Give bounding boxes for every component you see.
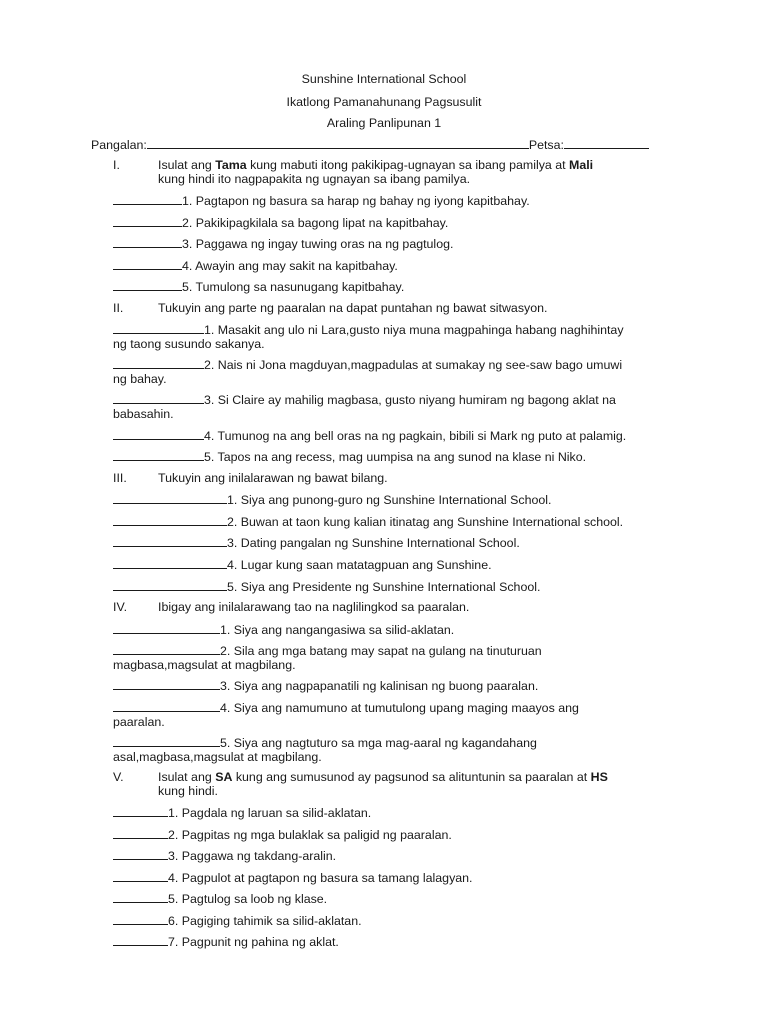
- s4-item: 2. Sila ang mga batang may sapat na gulang na tinuturuan magbasa,magsulat at magbilang.: [113, 644, 542, 672]
- s2-item: 3. Si Claire ay mahilig magbasa, gusto niyang humiram ng bagong aklat na babasahin.: [113, 393, 616, 421]
- section-2-instruction: Tukuyin ang parte ng paaralan na dapat puntahan ng bawat sitwasyon.: [158, 301, 548, 315]
- exam-title: Ikatlong Pamanahunang Pagsusulit: [286, 95, 482, 109]
- name-date-line: [91, 137, 649, 153]
- answer-blank[interactable]: [113, 579, 227, 591]
- s4-item: 3. Siya ang nagpapanatili ng kalinisan ng buong paaralan.: [113, 678, 538, 694]
- s3-item: 2. Buwan at taon kung kalian itinatag ang Sunshine International school.: [113, 514, 623, 530]
- s5-item: 5. Pagtulog sa loob ng klase.: [113, 891, 327, 907]
- s1-item: 2. Pakikipagkilala sa bagong lipat na kapitbahay.: [113, 215, 448, 231]
- answer-blank[interactable]: [113, 827, 168, 839]
- s5-item: 6. Pagiging tahimik sa silid-aklatan.: [113, 913, 362, 929]
- s2-item: 2. Nais ni Jona magduyan,magpadulas at sumakay ng see-saw bago umuwi ng bahay.: [113, 358, 623, 386]
- section-5-instruction: Isulat ang SA kung ang sumusunod ay pagsunod sa alituntunin sa paaralan at HS kung hindi.: [158, 770, 608, 798]
- s3-item: 4. Lugar kung saan matatagpuan ang Sunshine.: [113, 557, 492, 573]
- s5-item: 1. Pagdala ng laruan sa silid-aklatan.: [113, 805, 371, 821]
- answer-blank[interactable]: [113, 193, 182, 205]
- answer-blank[interactable]: [113, 535, 227, 547]
- keyword-tama: Tama: [215, 158, 247, 172]
- s4-item: 1. Siya ang nangangasiwa sa silid-aklatan.: [113, 622, 454, 638]
- answer-blank[interactable]: [113, 934, 168, 946]
- answer-blank[interactable]: [113, 735, 220, 747]
- s1-item: 1. Pagtapon ng basura sa harap ng bahay ng iyong kapitbahay.: [113, 193, 530, 209]
- answer-blank[interactable]: [113, 848, 168, 860]
- answer-blank[interactable]: [113, 492, 227, 504]
- subject-title: Araling Panlipunan 1: [326, 116, 442, 130]
- answer-blank[interactable]: [113, 514, 227, 526]
- answer-blank[interactable]: [113, 322, 204, 334]
- answer-blank[interactable]: [113, 643, 220, 655]
- s1-item: 4. Awayin ang may sakit na kapitbahay.: [113, 258, 398, 274]
- keyword-sa: SA: [215, 770, 233, 784]
- keyword-mali: Mali: [569, 158, 594, 172]
- name-blank[interactable]: [147, 137, 529, 149]
- s5-item: 2. Pagpitas ng mga bulaklak sa paligid ng paaralan.: [113, 827, 452, 843]
- answer-blank[interactable]: [113, 428, 204, 440]
- s3-item: 1. Siya ang punong-guro ng Sunshine International School.: [113, 492, 551, 508]
- section-3-number: III.: [113, 471, 127, 485]
- answer-blank[interactable]: [113, 913, 168, 925]
- section-4-number: IV.: [113, 600, 128, 614]
- s4-item: 5. Siya ang nagtuturo sa mga mag-aaral ng kagandahang asal,magbasa,magsulat at magbilang.: [113, 736, 537, 764]
- s2-item: 1. Masakit ang ulo ni Lara,gusto niya muna magpahinga habang naghihintay ng taong susundo sakanya.: [113, 323, 624, 351]
- section-4-instruction: Ibigay ang inilalarawang tao na naglilingkod sa paaralan.: [158, 600, 470, 614]
- answer-blank[interactable]: [113, 700, 220, 712]
- answer-blank[interactable]: [113, 870, 168, 882]
- section-3-instruction: Tukuyin ang inilalarawan ng bawat bilang.: [158, 471, 388, 485]
- answer-blank[interactable]: [113, 805, 168, 817]
- answer-blank[interactable]: [113, 215, 182, 227]
- s4-item: 4. Siya ang namumuno at tumutulong upang maging maayos ang paaralan.: [113, 701, 579, 729]
- answer-blank[interactable]: [113, 392, 204, 404]
- keyword-hs: HS: [590, 770, 608, 784]
- section-5-number: V.: [113, 770, 124, 784]
- answer-blank[interactable]: [113, 557, 227, 569]
- section-1-instruction: Isulat ang Tama kung mabuti itong pakikipag-ugnayan sa ibang pamilya at Mali kung hindi ito nagpapakita ng ugnayan sa ibang pamilya.: [158, 158, 594, 186]
- answer-blank[interactable]: [113, 236, 182, 248]
- answer-blank[interactable]: [113, 258, 182, 270]
- date-blank[interactable]: [564, 137, 649, 149]
- school-name: Sunshine International School: [301, 72, 467, 86]
- answer-blank[interactable]: [113, 449, 204, 461]
- s2-item: 5. Tapos na ang recess, mag uumpisa na ang sunod na klase ni Niko.: [113, 449, 586, 465]
- section-1-number: I.: [113, 158, 120, 172]
- date-label: Petsa:: [528, 138, 564, 152]
- section-2-number: II.: [113, 301, 124, 315]
- name-label: Pangalan:: [91, 138, 147, 152]
- s3-item: 3. Dating pangalan ng Sunshine International School.: [113, 535, 520, 551]
- answer-blank[interactable]: [113, 357, 204, 369]
- s3-item: 5. Siya ang Presidente ng Sunshine International School.: [113, 579, 540, 595]
- answer-blank[interactable]: [113, 678, 220, 690]
- s2-item: 4. Tumunog na ang bell oras na ng pagkain, bibili si Mark ng puto at palamig.: [113, 428, 626, 444]
- s5-item: 4. Pagpulot at pagtapon ng basura sa tamang lalagyan.: [113, 870, 472, 886]
- s5-item: 3. Paggawa ng takdang-aralin.: [113, 848, 336, 864]
- s1-item: 5. Tumulong sa nasunugang kapitbahay.: [113, 279, 404, 295]
- answer-blank[interactable]: [113, 279, 182, 291]
- answer-blank[interactable]: [113, 891, 168, 903]
- s5-item: 7. Pagpunit ng pahina ng aklat.: [113, 934, 339, 950]
- answer-blank[interactable]: [113, 622, 220, 634]
- s1-item: 3. Paggawa ng ingay tuwing oras na ng pagtulog.: [113, 236, 453, 252]
